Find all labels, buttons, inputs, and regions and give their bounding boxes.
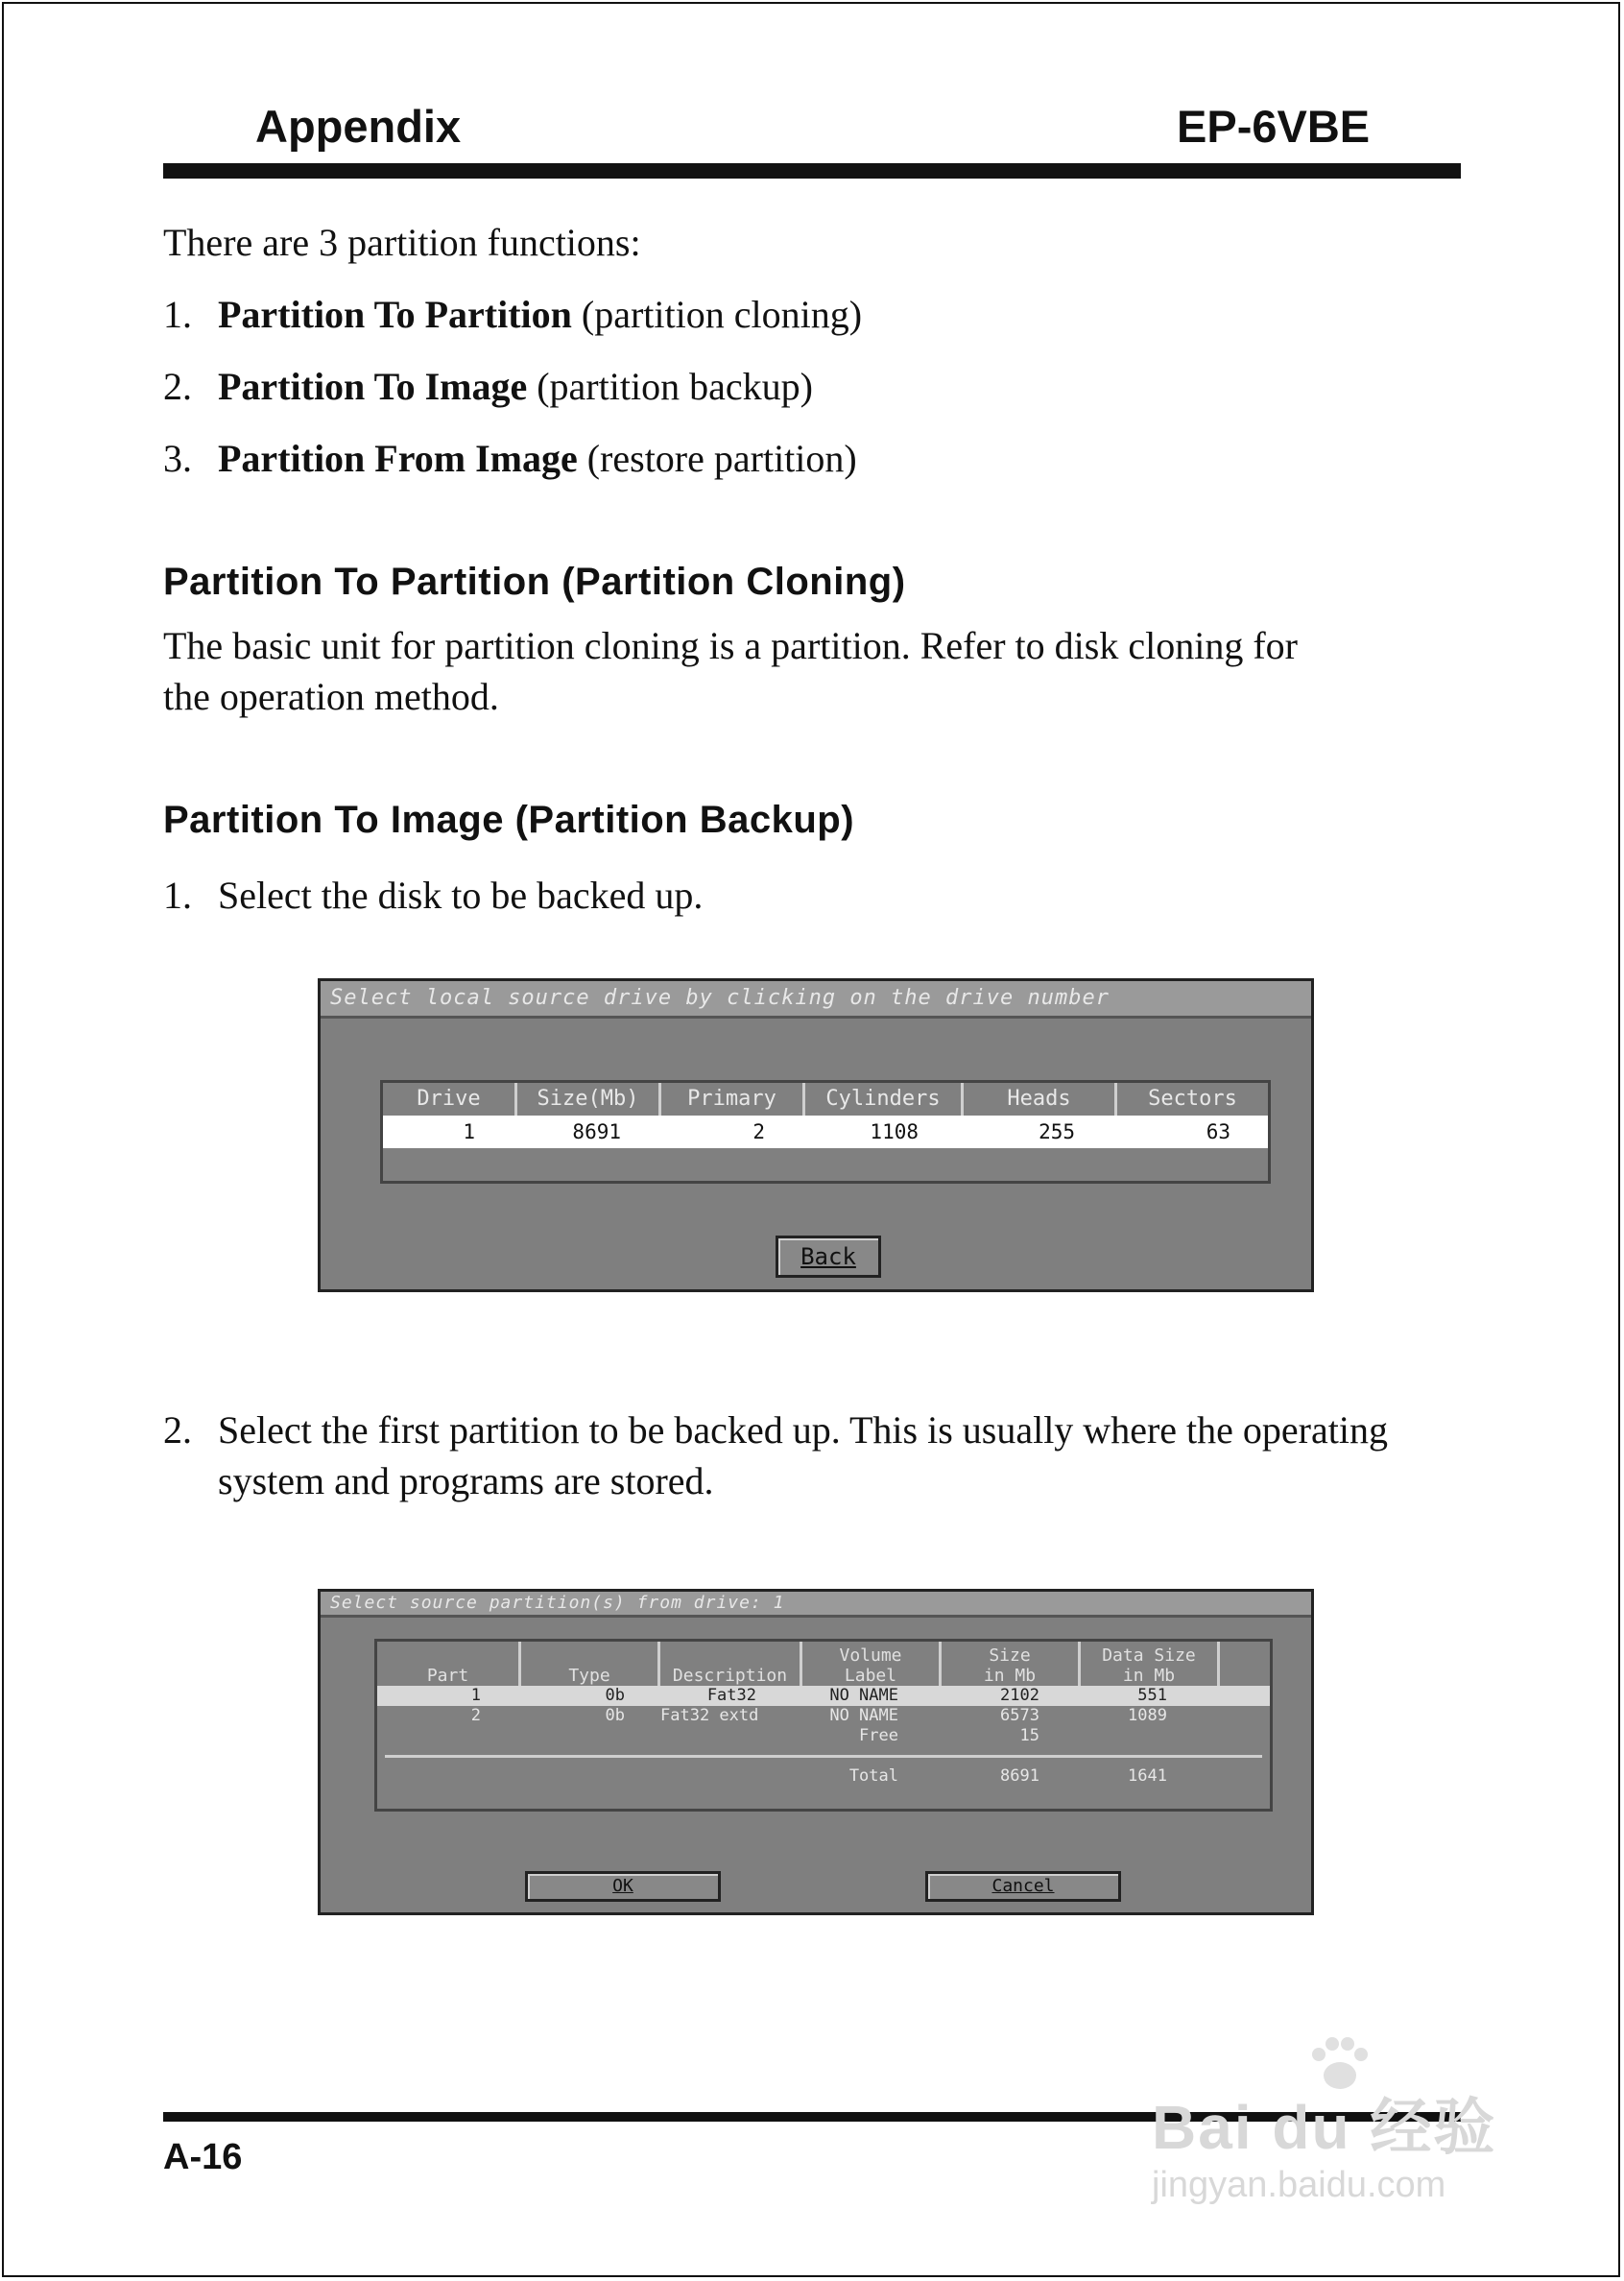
cell-primary: 2 (752, 1120, 765, 1143)
drive-table (380, 1080, 1271, 1184)
column-header (1081, 1642, 1220, 1688)
table-row[interactable] (383, 1116, 1268, 1148)
column-header: Sectors (1148, 1087, 1237, 1111)
intro-text: There are 3 partition functions: (163, 221, 641, 264)
function-desc: (restore partition) (577, 437, 857, 480)
list-number: 1. (163, 293, 192, 336)
page-number: A-16 (163, 2137, 243, 2177)
section-heading-cloning: Partition To Partition (Partition Cloning) (163, 561, 906, 603)
header-top: Size (989, 1645, 1031, 1666)
total-divider (385, 1755, 1262, 1758)
header-bottom: Label (844, 1666, 897, 1686)
cell-label: NO NAME (829, 1686, 898, 1705)
header-top: Volume (839, 1645, 902, 1666)
cancel-button-label: Cancel (991, 1876, 1055, 1896)
dialog-title: Select local source drive by clicking on the drive number (321, 981, 1311, 1019)
cell-description: Fat32 extd (660, 1706, 759, 1725)
step-text: Select the first partition to be backed up. This is usually where the operating system and programs are stored. (218, 1408, 1388, 1502)
ok-button-label: OK (612, 1876, 633, 1896)
column-header: Drive (383, 1083, 517, 1116)
partition-table (374, 1639, 1273, 1812)
column-header (521, 1642, 660, 1688)
table-row[interactable] (377, 1686, 1270, 1706)
function-item-2 (163, 361, 813, 412)
cell-heads: 255 (1039, 1120, 1075, 1143)
function-item-1 (163, 289, 862, 340)
cell-total-data: 1641 (1128, 1766, 1167, 1786)
header-bottom: Part (426, 1666, 469, 1686)
step-text: Select the disk to be backed up. (218, 874, 704, 917)
cancel-button[interactable] (925, 1871, 1121, 1902)
header-rule (163, 163, 1461, 179)
column-header (377, 1642, 521, 1688)
list-number: 2. (163, 1408, 192, 1452)
header-bottom: Type (568, 1666, 610, 1686)
list-number: 2. (163, 365, 192, 408)
header-top: Data Size (1102, 1645, 1196, 1666)
function-item-3 (163, 433, 857, 484)
function-desc: (partition backup) (527, 365, 813, 408)
cell-type: 0b (605, 1686, 625, 1705)
back-button-label: Back (800, 1243, 856, 1270)
cell-type: 0b (605, 1706, 625, 1725)
cell-data-size: 551 (1137, 1686, 1167, 1705)
cell-free-size: 15 (1019, 1726, 1039, 1745)
total-row (377, 1766, 1270, 1787)
cell-total-label: Total (848, 1766, 898, 1786)
column-header: Heads (964, 1083, 1117, 1116)
cell-part: 1 (470, 1686, 481, 1705)
cell-total-size: 8691 (1000, 1766, 1039, 1786)
function-desc: (partition cloning) (571, 293, 863, 336)
column-header: Cylinders (805, 1083, 964, 1116)
cell-size: 6573 (1000, 1706, 1039, 1725)
cell-description: Fat32 (706, 1686, 756, 1705)
cloning-text-line-2: the operation method. (163, 675, 499, 718)
column-header: Primary (661, 1083, 805, 1116)
header-section-title: Appendix (255, 101, 462, 152)
cell-size: 8691 (572, 1120, 621, 1143)
cell-data-size: 1089 (1128, 1706, 1167, 1725)
backup-step-2 (163, 1405, 1411, 1506)
cell-label: NO NAME (829, 1706, 898, 1725)
free-row (377, 1726, 1270, 1746)
back-button[interactable] (776, 1236, 881, 1278)
paw-icon (1305, 2035, 1373, 2093)
header-bottom: in Mb (1122, 1666, 1176, 1686)
function-name: Partition To Image (218, 365, 528, 408)
cloning-text-line-1: The basic unit for partition cloning is a partition. Refer to disk cloning for (163, 624, 1298, 667)
function-name: Partition To Partition (218, 293, 572, 336)
list-number: 1. (163, 874, 192, 917)
cell-size: 2102 (1000, 1686, 1039, 1705)
column-header (660, 1642, 802, 1688)
cell-part: 2 (470, 1706, 481, 1725)
column-header: Size(Mb) (517, 1083, 661, 1116)
select-partition-dialog (318, 1589, 1314, 1915)
cell-cylinders: 1108 (870, 1120, 919, 1143)
list-number: 3. (163, 437, 192, 480)
cell-drive: 1 (463, 1120, 475, 1143)
header-model-name: EP-6VBE (1177, 101, 1371, 152)
dialog-title: Select source partition(s) from drive: 1 (321, 1592, 1311, 1618)
function-name: Partition From Image (218, 437, 578, 480)
header-bottom: in Mb (983, 1666, 1037, 1686)
table-row[interactable] (377, 1706, 1270, 1726)
watermark-brand: Bai du 经验 (1152, 2093, 1497, 2162)
column-header (942, 1642, 1081, 1688)
watermark-url: jingyan.baidu.com (1152, 2165, 1446, 2205)
ok-button[interactable] (525, 1871, 721, 1902)
cell-free-label: Free (859, 1726, 898, 1745)
column-header (802, 1642, 942, 1688)
section-heading-backup: Partition To Image (Partition Backup) (163, 799, 855, 841)
backup-step-1 (163, 870, 703, 921)
header-bottom: Description (672, 1666, 788, 1686)
column-header-spacer (1220, 1642, 1270, 1688)
cell-sectors: 63 (1206, 1120, 1230, 1143)
select-drive-dialog (318, 978, 1314, 1292)
